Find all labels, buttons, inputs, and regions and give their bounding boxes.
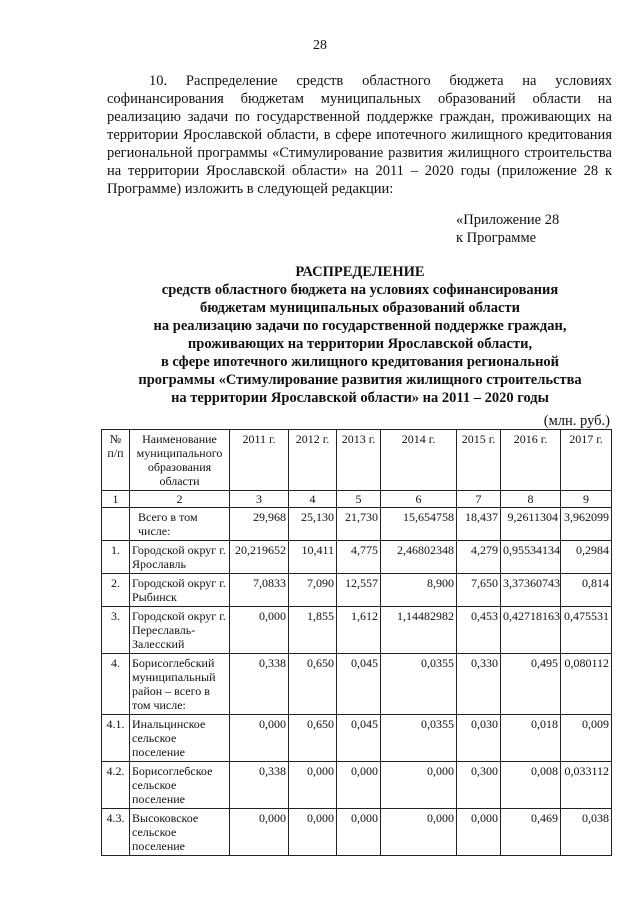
value-2011: 0,338: [230, 762, 289, 809]
row-number: 3.: [102, 607, 130, 654]
value-2011: 0,000: [230, 809, 289, 856]
value-2011: 29,968: [230, 508, 289, 541]
value-2013: 12,557: [337, 574, 381, 607]
value-2012: 0,650: [289, 715, 337, 762]
header-cell: 2012 г.: [289, 430, 337, 491]
column-number: 1: [102, 491, 130, 508]
table-row: [102, 809, 612, 856]
value-2012: 25,130: [289, 508, 337, 541]
value-2014: 0,000: [381, 809, 457, 856]
value-2017: 0,475531: [561, 607, 612, 654]
value-2013: 0,045: [337, 715, 381, 762]
municipality-name: Городской округ г. Переславль-Залесский: [130, 607, 230, 654]
appendix-reference: [456, 211, 559, 247]
value-2012: 0,000: [289, 809, 337, 856]
municipality-name: Инальцинское сельское поселение: [130, 715, 230, 762]
column-number: 6: [381, 491, 457, 508]
table-row: [102, 607, 612, 654]
title-heading: РАСПРЕДЕЛЕНИЕ: [295, 264, 425, 280]
value-2014: 0,0355: [381, 715, 457, 762]
title-line: проживающих на территории Ярославской области,: [187, 336, 533, 352]
value-2013: 4,775: [337, 541, 381, 574]
title-line: в сфере ипотечного жилищного кредитования региональной: [160, 354, 560, 370]
value-2016: 9,2611304: [501, 508, 561, 541]
value-2012: 10,411: [289, 541, 337, 574]
row-number: 4.3.: [102, 809, 130, 856]
table-row: [102, 715, 612, 762]
intro-paragraph: 10. Распределение средств областного бюджета на условиях софинансирования бюджетам муниципальных образований области на реализацию задачи по государственной поддержке граждан, проживающих на территории Ярославской области, в сфере ипотечного жилищного кредитования региональной программы «Стимулирование развития жилищного строительства на территории Ярославской области» на 2011 – 2020 годы (приложение 28 к Программе) изложить в следующей редакции:: [107, 73, 612, 197]
table-header-row: [102, 430, 612, 491]
row-number: 4.1.: [102, 715, 130, 762]
value-2017: 0,080112: [561, 654, 612, 715]
column-number: 3: [230, 491, 289, 508]
header-cell: № п/п: [102, 430, 130, 491]
value-2014: 8,900: [381, 574, 457, 607]
table-row: [102, 541, 612, 574]
header-cell: 2011 г.: [230, 430, 289, 491]
row-number: 1.: [102, 541, 130, 574]
value-2011: 0,000: [230, 607, 289, 654]
page-number: 28: [313, 38, 327, 53]
value-2014: 0,0355: [381, 654, 457, 715]
column-number-row: [102, 491, 612, 508]
value-2016: 0,42718163: [501, 607, 561, 654]
value-2017: 0,814: [561, 574, 612, 607]
value-2017: 0,2984: [561, 541, 612, 574]
row-number: [102, 508, 130, 541]
municipality-name: Борисоглебское сельское поселение: [130, 762, 230, 809]
table-row: [102, 508, 612, 541]
title-line: на реализацию задачи по государственной поддержке граждан,: [153, 318, 567, 334]
value-2014: 2,46802348: [381, 541, 457, 574]
header-cell: 2014 г.: [381, 430, 457, 491]
title-line: на территории Ярославской области» на 2011 – 2020 годы: [171, 390, 549, 406]
municipality-name: Борисоглебский муниципальный район – всего в том числе:: [130, 654, 230, 715]
title-line: средств областного бюджета на условиях софинансирования: [161, 282, 559, 298]
header-cell: 2017 г.: [561, 430, 612, 491]
value-2012: 7,090: [289, 574, 337, 607]
title-line: программы «Стимулирование развития жилищного строительства: [138, 372, 582, 388]
value-2016: 0,008: [501, 762, 561, 809]
table-row: [102, 574, 612, 607]
row-number: 2.: [102, 574, 130, 607]
value-2011: 7,0833: [230, 574, 289, 607]
value-2014: 0,000: [381, 762, 457, 809]
value-2012: 0,650: [289, 654, 337, 715]
value-2013: 0,000: [337, 809, 381, 856]
column-number: 5: [337, 491, 381, 508]
value-2014: 15,654758: [381, 508, 457, 541]
value-2015: 0,000: [457, 809, 501, 856]
appendix-line-2: к Программе: [456, 230, 537, 246]
municipality-name: Городской округ г. Рыбинск: [130, 574, 230, 607]
row-number: 4.: [102, 654, 130, 715]
value-2017: 0,033112: [561, 762, 612, 809]
value-2016: 0,018: [501, 715, 561, 762]
municipality-name: Городской округ г. Ярославль: [130, 541, 230, 574]
table-row: [102, 762, 612, 809]
title-line: бюджетам муниципальных образований области: [200, 300, 520, 316]
value-2015: 4,279: [457, 541, 501, 574]
value-2013: 1,612: [337, 607, 381, 654]
value-2015: 0,330: [457, 654, 501, 715]
value-2013: 0,000: [337, 762, 381, 809]
value-2017: 0,009: [561, 715, 612, 762]
column-number: 4: [289, 491, 337, 508]
value-2016: 3,37360743: [501, 574, 561, 607]
value-2015: 18,437: [457, 508, 501, 541]
value-2016: 0,469: [501, 809, 561, 856]
header-cell: 2016 г.: [501, 430, 561, 491]
value-2015: 7,650: [457, 574, 501, 607]
units-label: (млн. руб.): [543, 413, 610, 429]
value-2015: 0,453: [457, 607, 501, 654]
column-number: 8: [501, 491, 561, 508]
value-2011: 0,000: [230, 715, 289, 762]
value-2011: 0,338: [230, 654, 289, 715]
value-2017: 3,962099: [561, 508, 612, 541]
value-2012: 1,855: [289, 607, 337, 654]
column-number: 7: [457, 491, 501, 508]
value-2016: 0,95534134: [501, 541, 561, 574]
table-row: [102, 654, 612, 715]
value-2012: 0,000: [289, 762, 337, 809]
document-title: [100, 263, 620, 407]
value-2014: 1,14482982: [381, 607, 457, 654]
value-2011: 20,219652: [230, 541, 289, 574]
column-number: 2: [130, 491, 230, 508]
value-2013: 0,045: [337, 654, 381, 715]
header-cell: 2013 г.: [337, 430, 381, 491]
row-number: 4.2.: [102, 762, 130, 809]
municipality-name: Всего в том числе:: [130, 508, 230, 541]
header-cell: Наименование муниципального образования области: [130, 430, 230, 491]
value-2015: 0,300: [457, 762, 501, 809]
value-2013: 21,730: [337, 508, 381, 541]
municipality-name: Высоковское сельское поселение: [130, 809, 230, 856]
value-2017: 0,038: [561, 809, 612, 856]
header-cell: 2015 г.: [457, 430, 501, 491]
appendix-line-1: «Приложение 28: [456, 212, 560, 228]
value-2016: 0,495: [501, 654, 561, 715]
value-2015: 0,030: [457, 715, 501, 762]
distribution-table: [101, 429, 612, 856]
column-number: 9: [561, 491, 612, 508]
